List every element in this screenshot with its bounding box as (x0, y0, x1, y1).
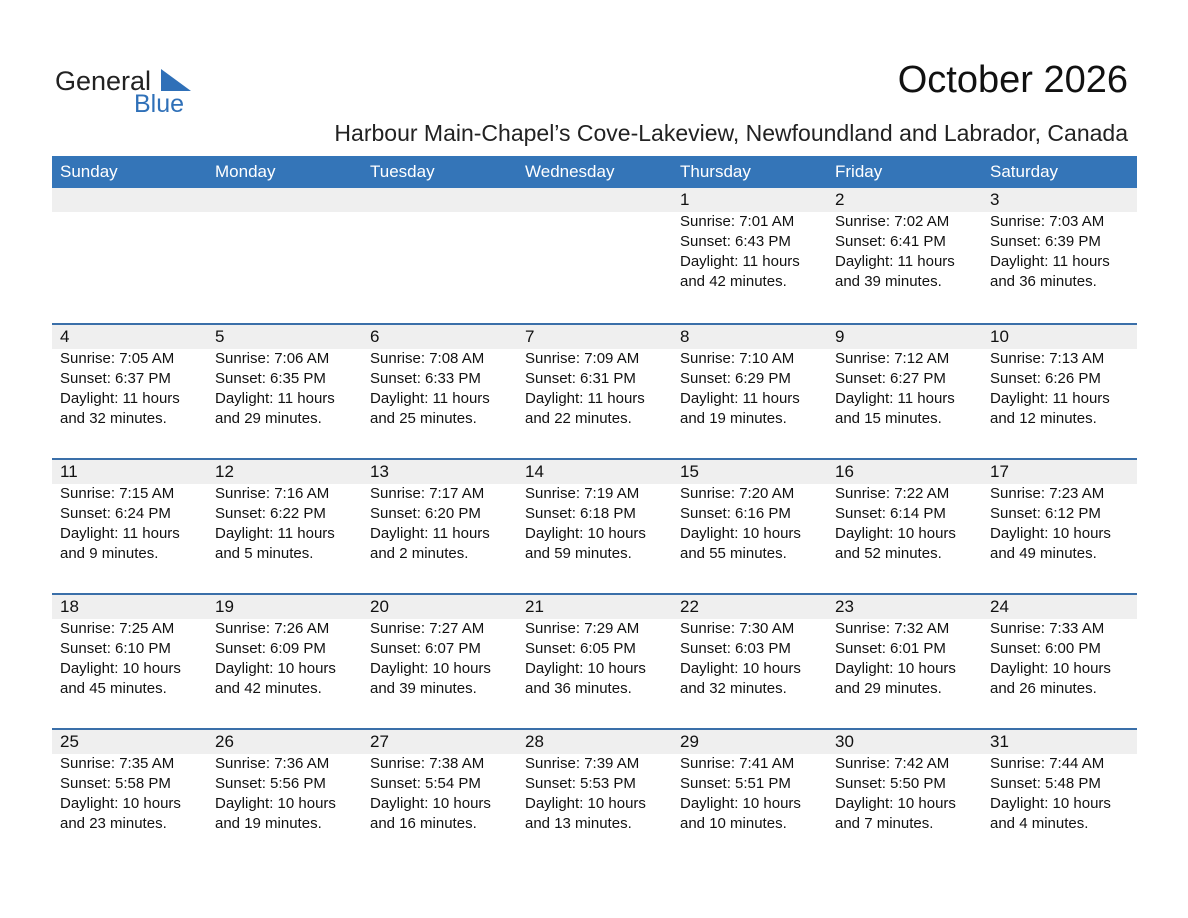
day-number: 1 (680, 190, 690, 209)
daylight-minutes-text: and 13 minutes. (525, 815, 632, 832)
day-cell (827, 325, 982, 429)
sunrise-text: Sunrise: 7:12 AM (835, 350, 950, 367)
sunrise-text: Sunrise: 7:06 AM (215, 350, 330, 367)
daylight-minutes-text: and 42 minutes. (680, 273, 787, 290)
day-number: 22 (680, 597, 699, 616)
sunset-text: Sunset: 6:26 PM (990, 370, 1101, 387)
sunrise-text: Sunrise: 7:03 AM (990, 213, 1105, 230)
daylight-minutes-text: and 36 minutes. (990, 273, 1097, 290)
daylight-minutes-text: and 55 minutes. (680, 545, 787, 562)
day-number: 31 (990, 732, 1009, 751)
sunset-text: Sunset: 5:58 PM (60, 775, 171, 792)
daylight-text: Daylight: 10 hours (60, 795, 181, 812)
daylight-text: Daylight: 10 hours (370, 795, 491, 812)
empty-day-cell (362, 188, 517, 292)
sunset-text: Sunset: 6:24 PM (60, 505, 171, 522)
sunrise-text: Sunrise: 7:08 AM (370, 350, 485, 367)
daylight-text: Daylight: 11 hours (680, 253, 800, 270)
sunset-text: Sunset: 6:41 PM (835, 233, 946, 250)
daylight-text: Daylight: 10 hours (835, 795, 956, 812)
day-cell (362, 460, 517, 564)
day-cell (362, 595, 517, 699)
day-number: 27 (370, 732, 389, 751)
daylight-text: Daylight: 10 hours (60, 660, 181, 677)
sunset-text: Sunset: 5:51 PM (680, 775, 791, 792)
empty-day-cell (517, 188, 672, 292)
sunrise-text: Sunrise: 7:10 AM (680, 350, 795, 367)
day-number: 30 (835, 732, 854, 751)
sunset-text: Sunset: 6:18 PM (525, 505, 636, 522)
weekday-sunday: Sunday (60, 162, 118, 181)
daylight-minutes-text: and 29 minutes. (835, 680, 942, 697)
sunrise-text: Sunrise: 7:30 AM (680, 620, 795, 637)
daylight-minutes-text: and 5 minutes. (215, 545, 314, 562)
day-cell (207, 730, 362, 834)
day-cell (982, 188, 1137, 292)
sunset-text: Sunset: 5:53 PM (525, 775, 636, 792)
daylight-minutes-text: and 49 minutes. (990, 545, 1097, 562)
sunrise-text: Sunrise: 7:13 AM (990, 350, 1105, 367)
day-cell (52, 460, 207, 564)
weekday-monday: Monday (215, 162, 276, 181)
daylight-minutes-text: and 9 minutes. (60, 545, 159, 562)
daylight-text: Daylight: 11 hours (835, 253, 955, 270)
day-cell (362, 730, 517, 834)
calendar-week (52, 593, 1137, 728)
sunset-text: Sunset: 6:43 PM (680, 233, 791, 250)
daylight-minutes-text: and 4 minutes. (990, 815, 1089, 832)
sunrise-text: Sunrise: 7:33 AM (990, 620, 1105, 637)
daylight-text: Daylight: 10 hours (835, 660, 956, 677)
sunset-text: Sunset: 6:12 PM (990, 505, 1101, 522)
day-cell (362, 325, 517, 429)
daylight-text: Daylight: 10 hours (215, 795, 336, 812)
sunrise-text: Sunrise: 7:38 AM (370, 755, 485, 772)
daylight-minutes-text: and 32 minutes. (680, 680, 787, 697)
sunset-text: Sunset: 6:03 PM (680, 640, 791, 657)
daylight-text: Daylight: 11 hours (370, 390, 490, 407)
daylight-minutes-text: and 15 minutes. (835, 410, 942, 427)
daylight-minutes-text: and 29 minutes. (215, 410, 322, 427)
daylight-text: Daylight: 10 hours (525, 795, 646, 812)
day-cell (982, 730, 1137, 834)
sunrise-text: Sunrise: 7:26 AM (215, 620, 330, 637)
weekday-thursday: Thursday (680, 162, 751, 181)
sunset-text: Sunset: 6:29 PM (680, 370, 791, 387)
daylight-text: Daylight: 10 hours (990, 660, 1111, 677)
daylight-minutes-text: and 36 minutes. (525, 680, 632, 697)
day-cell (827, 730, 982, 834)
daylight-text: Daylight: 11 hours (60, 390, 180, 407)
sunset-text: Sunset: 5:54 PM (370, 775, 481, 792)
day-cell (827, 595, 982, 699)
day-number: 20 (370, 597, 389, 616)
weekday-wednesday: Wednesday (525, 162, 615, 181)
sunset-text: Sunset: 6:33 PM (370, 370, 481, 387)
sunset-text: Sunset: 6:09 PM (215, 640, 326, 657)
day-number: 13 (370, 462, 389, 481)
day-number: 5 (215, 327, 225, 346)
day-number: 23 (835, 597, 854, 616)
daylight-text: Daylight: 11 hours (835, 390, 955, 407)
daylight-minutes-text: and 23 minutes. (60, 815, 167, 832)
day-number: 9 (835, 327, 845, 346)
daylight-minutes-text: and 32 minutes. (60, 410, 167, 427)
daylight-text: Daylight: 11 hours (60, 525, 180, 542)
day-cell (672, 595, 827, 699)
daylight-text: Daylight: 11 hours (990, 390, 1110, 407)
day-number: 29 (680, 732, 699, 751)
day-number: 14 (525, 462, 544, 481)
day-cell (207, 460, 362, 564)
sunrise-text: Sunrise: 7:44 AM (990, 755, 1105, 772)
sunrise-text: Sunrise: 7:19 AM (525, 485, 640, 502)
sunrise-text: Sunrise: 7:25 AM (60, 620, 175, 637)
sunrise-text: Sunrise: 7:42 AM (835, 755, 950, 772)
daylight-text: Daylight: 10 hours (525, 525, 646, 542)
sunset-text: Sunset: 5:56 PM (215, 775, 326, 792)
day-cell (982, 325, 1137, 429)
day-cell (52, 325, 207, 429)
sunrise-text: Sunrise: 7:41 AM (680, 755, 795, 772)
daylight-text: Daylight: 10 hours (680, 660, 801, 677)
sunset-text: Sunset: 6:14 PM (835, 505, 946, 522)
sunrise-text: Sunrise: 7:39 AM (525, 755, 640, 772)
day-number: 7 (525, 327, 535, 346)
daylight-text: Daylight: 11 hours (990, 253, 1110, 270)
sunset-text: Sunset: 6:39 PM (990, 233, 1101, 250)
day-cell (672, 188, 827, 292)
sunrise-text: Sunrise: 7:15 AM (60, 485, 175, 502)
sunrise-text: Sunrise: 7:27 AM (370, 620, 485, 637)
daylight-text: Daylight: 11 hours (525, 390, 645, 407)
calendar-week (52, 728, 1137, 863)
day-number: 21 (525, 597, 544, 616)
day-cell (52, 730, 207, 834)
sunrise-text: Sunrise: 7:16 AM (215, 485, 330, 502)
day-number: 8 (680, 327, 690, 346)
weeks-container (52, 188, 1137, 863)
sunrise-text: Sunrise: 7:20 AM (680, 485, 795, 502)
day-number: 24 (990, 597, 1009, 616)
daylight-minutes-text: and 52 minutes. (835, 545, 942, 562)
daylight-text: Daylight: 10 hours (680, 525, 801, 542)
day-cell (672, 325, 827, 429)
day-number: 10 (990, 327, 1009, 346)
day-number: 16 (835, 462, 854, 481)
daylight-minutes-text: and 26 minutes. (990, 680, 1097, 697)
daylight-minutes-text: and 22 minutes. (525, 410, 632, 427)
day-cell (207, 325, 362, 429)
calendar-week (52, 458, 1137, 593)
daylight-minutes-text: and 19 minutes. (680, 410, 787, 427)
daylight-minutes-text: and 10 minutes. (680, 815, 787, 832)
daylight-text: Daylight: 10 hours (990, 525, 1111, 542)
sunrise-text: Sunrise: 7:02 AM (835, 213, 950, 230)
daylight-text: Daylight: 11 hours (370, 525, 490, 542)
day-cell (982, 595, 1137, 699)
weekday-saturday: Saturday (990, 162, 1059, 181)
calendar-week (52, 323, 1137, 458)
day-number: 18 (60, 597, 79, 616)
logo-blue-text: Blue (134, 90, 185, 118)
daylight-text: Daylight: 10 hours (835, 525, 956, 542)
daylight-text: Daylight: 11 hours (215, 525, 335, 542)
daylight-minutes-text: and 42 minutes. (215, 680, 322, 697)
daylight-minutes-text: and 2 minutes. (370, 545, 469, 562)
day-cell (672, 460, 827, 564)
day-number: 19 (215, 597, 234, 616)
sunset-text: Sunset: 5:48 PM (990, 775, 1101, 792)
day-cell (672, 730, 827, 834)
sunrise-text: Sunrise: 7:23 AM (990, 485, 1105, 502)
calendar-week (52, 188, 1137, 323)
day-number: 28 (525, 732, 544, 751)
day-number: 6 (370, 327, 380, 346)
day-cell (517, 730, 672, 834)
weekday-header (52, 156, 1137, 188)
empty-day-cell (207, 188, 362, 292)
daylight-minutes-text: and 39 minutes. (370, 680, 477, 697)
day-cell (827, 188, 982, 292)
sunset-text: Sunset: 6:16 PM (680, 505, 791, 522)
day-cell (207, 595, 362, 699)
sunrise-text: Sunrise: 7:32 AM (835, 620, 950, 637)
daylight-minutes-text: and 7 minutes. (835, 815, 934, 832)
daylight-text: Daylight: 10 hours (680, 795, 801, 812)
daylight-minutes-text: and 39 minutes. (835, 273, 942, 290)
weekday-tuesday: Tuesday (370, 162, 435, 181)
day-number: 26 (215, 732, 234, 751)
day-number: 17 (990, 462, 1009, 481)
day-number: 11 (60, 462, 78, 481)
day-cell (982, 460, 1137, 564)
daylight-text: Daylight: 11 hours (680, 390, 800, 407)
day-number: 12 (215, 462, 234, 481)
location-subtitle: Harbour Main-Chapel’s Cove-Lakeview, Newfoundland and Labrador, Canada (334, 120, 1128, 146)
sunrise-text: Sunrise: 7:29 AM (525, 620, 640, 637)
day-cell (517, 460, 672, 564)
sunset-text: Sunset: 6:20 PM (370, 505, 481, 522)
empty-day-cell (52, 188, 207, 292)
daylight-minutes-text: and 19 minutes. (215, 815, 322, 832)
sunset-text: Sunset: 6:05 PM (525, 640, 636, 657)
day-cell (827, 460, 982, 564)
sunrise-text: Sunrise: 7:05 AM (60, 350, 175, 367)
logo-general-text: General (55, 66, 152, 96)
daylight-text: Daylight: 10 hours (525, 660, 646, 677)
sunset-text: Sunset: 6:22 PM (215, 505, 326, 522)
sunrise-text: Sunrise: 7:17 AM (370, 485, 485, 502)
sunset-text: Sunset: 6:27 PM (835, 370, 946, 387)
daylight-text: Daylight: 10 hours (215, 660, 336, 677)
daylight-minutes-text: and 45 minutes. (60, 680, 167, 697)
sunrise-text: Sunrise: 7:09 AM (525, 350, 640, 367)
sunset-text: Sunset: 6:35 PM (215, 370, 326, 387)
daylight-text: Daylight: 11 hours (215, 390, 335, 407)
sunrise-text: Sunrise: 7:35 AM (60, 755, 175, 772)
sunrise-text: Sunrise: 7:01 AM (680, 213, 795, 230)
daylight-text: Daylight: 10 hours (370, 660, 491, 677)
sunset-text: Sunset: 6:31 PM (525, 370, 636, 387)
daylight-minutes-text: and 12 minutes. (990, 410, 1097, 427)
day-number: 4 (60, 327, 70, 346)
day-cell (517, 325, 672, 429)
daylight-text: Daylight: 10 hours (990, 795, 1111, 812)
sunset-text: Sunset: 5:50 PM (835, 775, 946, 792)
sunset-text: Sunset: 6:00 PM (990, 640, 1101, 657)
sunset-text: Sunset: 6:01 PM (835, 640, 946, 657)
daylight-minutes-text: and 25 minutes. (370, 410, 477, 427)
day-cell (517, 595, 672, 699)
day-number: 2 (835, 190, 845, 209)
calendar (52, 156, 1137, 863)
day-number: 25 (60, 732, 79, 751)
day-cell (52, 595, 207, 699)
day-number: 3 (990, 190, 1000, 209)
daylight-minutes-text: and 59 minutes. (525, 545, 632, 562)
sunset-text: Sunset: 6:10 PM (60, 640, 171, 657)
daylight-minutes-text: and 16 minutes. (370, 815, 477, 832)
page-title: October 2026 (897, 59, 1128, 101)
weekday-friday: Friday (835, 162, 883, 181)
logo-flag-icon (159, 69, 191, 91)
sunset-text: Sunset: 6:07 PM (370, 640, 481, 657)
day-number: 15 (680, 462, 699, 481)
sunrise-text: Sunrise: 7:22 AM (835, 485, 950, 502)
sunrise-text: Sunrise: 7:36 AM (215, 755, 330, 772)
sunset-text: Sunset: 6:37 PM (60, 370, 171, 387)
